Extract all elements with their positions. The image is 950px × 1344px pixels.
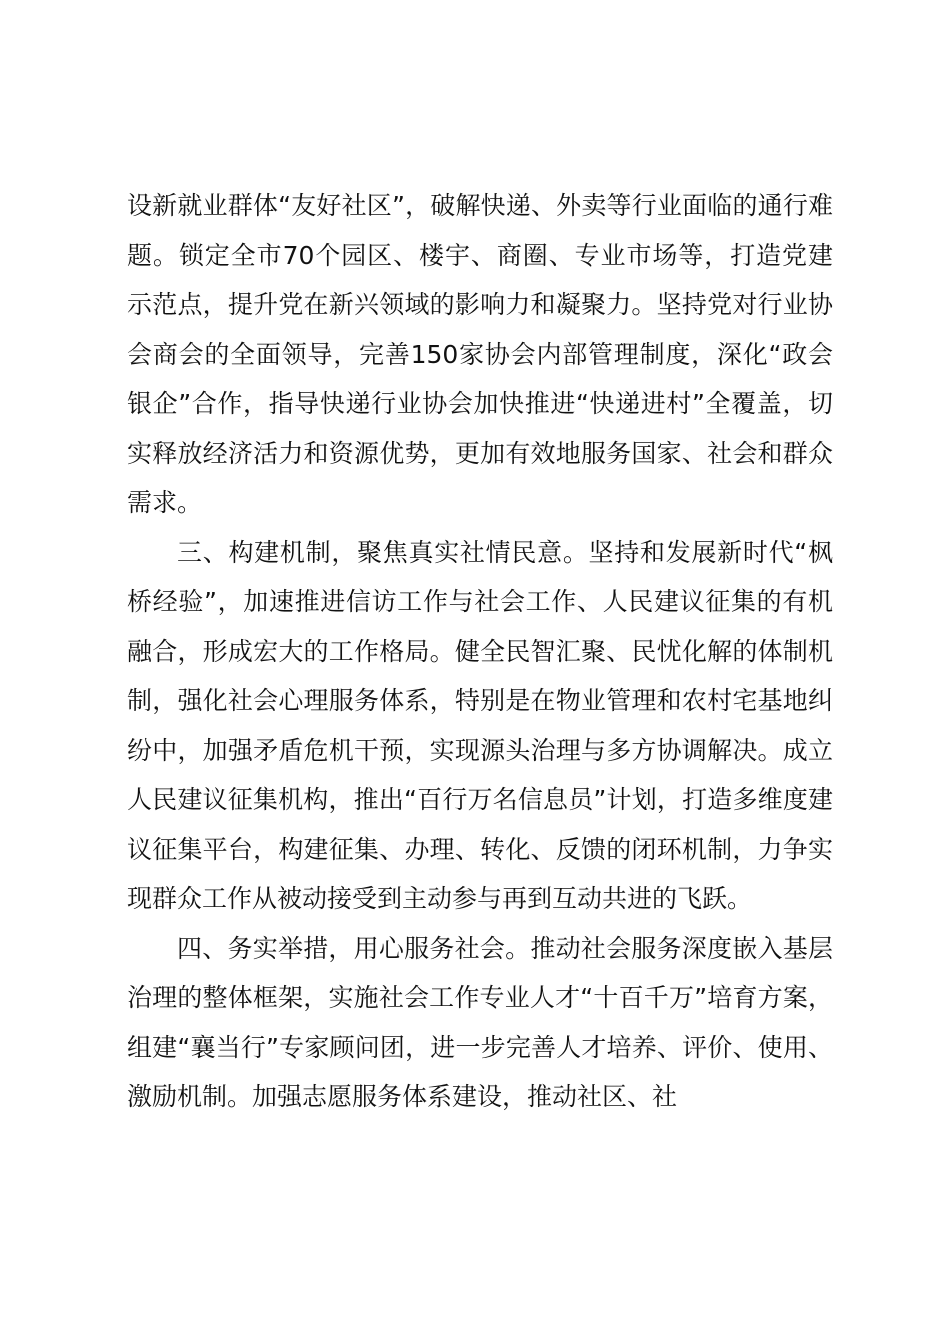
paragraph-continuation: 设新就业群体“友好社区”，破解快递、外卖等行业面临的通行难题。锁定全市70个园区、楼宇、商圈、专业市场等，打造党建示范点，提升党在新兴领域的影响力和凝聚力。坚持党对行业协会商会的全面领导，完善150家协会内部管理制度，深化“政会银企”合作，指导快递行业协会加快推进“快递进村”全覆盖，切实释放经济活力和资源优势，更加有效地服务国家、社会和群众需求。 bbox=[127, 191, 833, 517]
paragraph-section-four: 四、务实举措，用心服务社会。推动社会服务深度嵌入基层治理的整体框架，实施社会工作专业人才“十百千万”培育方案，组建“襄当行”专家顾问团，进一步完善人才培养、评价、使用、激励机制。加强志愿服务体系建设，推动社区、社 bbox=[127, 933, 833, 1111]
paragraph-section-three: 三、构建机制，聚焦真实社情民意。坚持和发展新时代“枫桥经验”，加速推进信访工作与社会工作、人民建议征集的有机融合，形成宏大的工作格局。健全民智汇聚、民忧化解的体制机制，强化社会心理服务体系，特别是在物业管理和农村宅基地纠纷中，加强矛盾危机干预，实现源头治理与多方协调解决。成立人民建议征集机构，推出“百行万名信息员”计划，打造多维度建议征集平台，构建征集、办理、转化、反馈的闭环机制，力争实现群众工作从被动接受到主动参与再到互动共进的飞跃。 bbox=[127, 537, 833, 913]
document-body bbox=[127, 181, 833, 1122]
